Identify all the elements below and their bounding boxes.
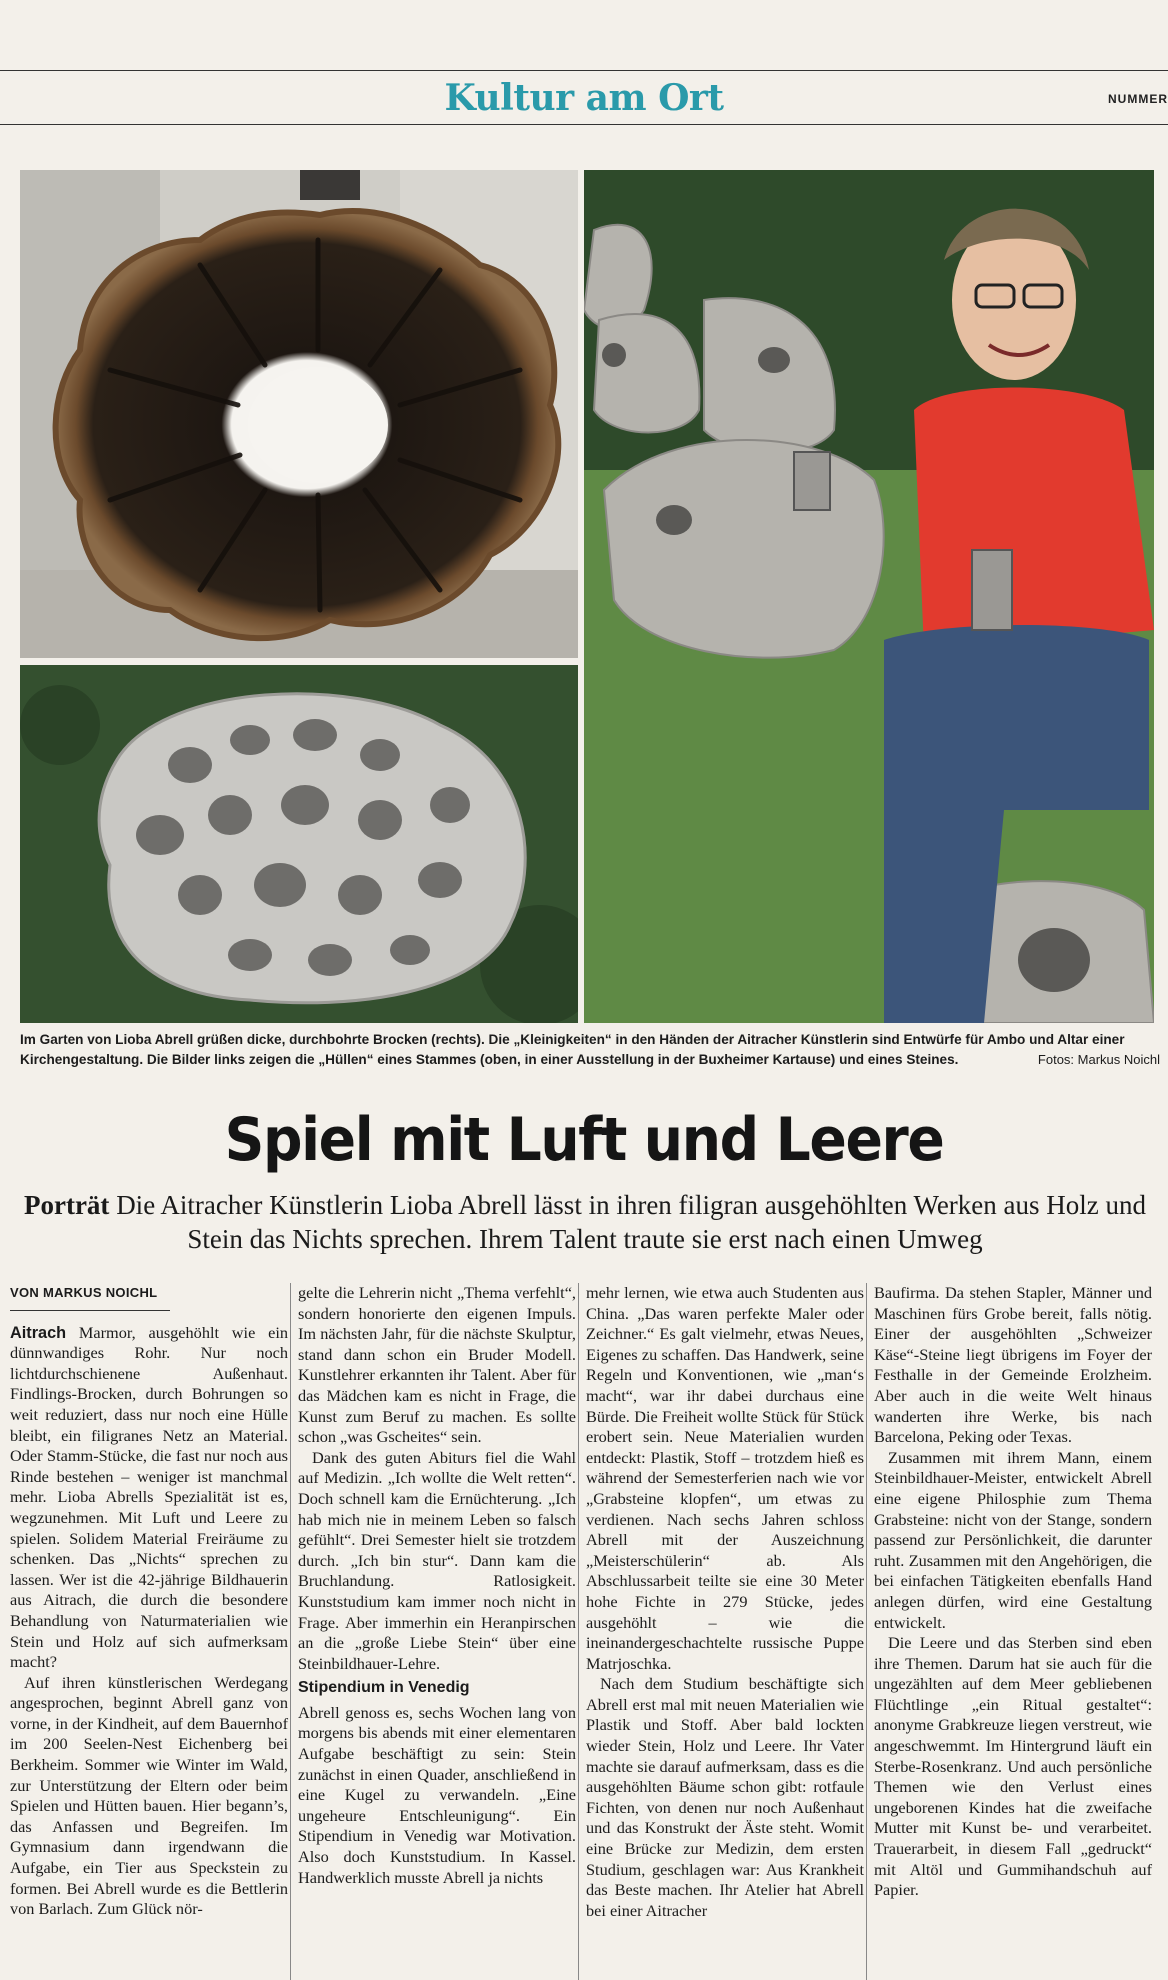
article-headline: Spiel mit Luft und Leere [224,1105,944,1175]
subheading: Stipendium in Venedig [298,1679,470,1697]
section-title: Kultur am Ort [444,77,724,119]
paragraph: gelte die Lehrerin nicht „Thema verfehlt“, sondern honorierte den eigenen Impuls. Im nächsten Jahr, für die nächste Skulptur, stand dann schon ein Bruder Modell. Kunstlehrer erkannten ihr Talent. Aber für das Mädchen kam es nicht in Frage, die Kunst zum Beruf zu machen. Es sollte schon „was Gscheites“ sein. [298,1283,576,1447]
paragraph [10,1323,288,1673]
paragraph: Auf ihren künstlerischen Werdegang angesprochen, beginnt Abrell ganz von vorne, in der Kindheit, auf dem Bauernhof im 200 Seelen-Nest Eichenberg bei Berkheim. Sommer wie Winter im Wald, zur Unterstützung der Eltern oder beim Spielen und Hütten bauen. Hier begann’s, das Anfassen und Begreifen. Im Gymnasium dann irgendwann die Aufgabe, ein Tier aus Speckstein zu formen. Bei Abrell wurde es die Bettlerin von Barlach. Zum Glück nör- [10,1672,288,1919]
paragraph: Zusammen mit ihrem Mann, einem Steinbildhauer-Meister, entwickelt Abrell eine eigene Philosphie zum Thema Grabsteine: nicht von der Stange, sondern passend zur Persönlichkeit, die darunter ruht. Zusammen mit den Angehörigen, die bei einfachen Tätigkeiten ebenfalls Hand anlegen dürfen, wird eine Gestaltung entwickelt. [874,1447,1152,1632]
article-column-1 [10,1283,288,1920]
hollow-trunk-illustration [20,170,578,658]
lead-tag: Porträt [23,1190,110,1220]
paragraph: mehr lernen, wie etwa auch Studenten aus China. „Das waren perfekte Maler oder Zeichner.“ Es galt vielmehr, etwas Neues, Eigenes zu schaffen. Das Handwerk, seine Regeln und Konventionen, wie „man‘s macht“, war ihr dabei durchaus eine Bürde. Die Freiheit wollte Stück für Stück erobert sein. Neue Materialien wurden entdeckt: Plastik, Stoff – trotzdem hieß es während der Semesterferien nach wie vor „Grabsteine klopfen“, um etwas zu verdienen. Nach sechs Jahren schloss Abrell mit der Auszeichnung „Meisterschülerin“ ab. Als Abschlussarbeit teilte sie eine 30 Meter hohe Fichte in 279 Stücke, jedes ausgehöhlt – wie die ineinandergeschachtelte russische Puppe Matrjoschka. [586,1283,864,1673]
header-rule-top [0,70,1168,71]
paragraph: Baufirma. Da stehen Stapler, Männer und Maschinen fürs Grobe bereit, falls nötig. Einer der ausgehöhlten „Schweizer Käse“-Steine liegt übrigens im Foyer der Festhalle in der Gemeinde Erolzheim. Aber auch in die weite Welt hinaus wanderten ihre Werke, bis nach Barcelona, Peking oder Texas. [874,1283,1152,1447]
paragraph-text: Marmor, ausgehöhlt wie ein dünnwandiges Rohr. Nur noch lichtdurchschienene Außenhaut. Findlings-Brocken, durch Bohrungen so weit reduziert, dass nur noch eine Hülle bleibt, ein filigranes Netz an Material. Oder Stamm-Stücke, die fast nur noch aus Rinde bestehen – weniger ist manchmal mehr. Lioba Abrells Spezialität ist es, wegzunehmen. Mit Luft und Leere zu spielen. Solidem Material Freiräume zu schenken. Das „Nichts“ sprechen zu lassen. Wer ist die 42-jährige Bildhauerin aus Aitrach, die durch die besondere Behandlung von Naturmaterialien wie Stein und Holz auf sich aufmerksam macht? [10,1322,288,1672]
byline: VON MARKUS NOICHL [10,1283,170,1311]
issue-label: NUMMER [1108,92,1168,106]
perforated-stone-illustration [20,665,578,1023]
column-rule [290,1283,291,1980]
dateline: Aitrach [10,1323,67,1342]
lead-text: Die Aitracher Künstlerin Lioba Abrell lässt in ihren filigran ausgehöhlten Werken aus Holz und Stein das Nichts sprechen. Ihrem Talent traute sie erst nach einen Umweg [116,1190,1146,1254]
column-rule [866,1283,867,1980]
photo-hollow-trunk [20,170,578,658]
article-column-3 [586,1283,864,1921]
article-column-2 [298,1283,576,1888]
column-rule [578,1283,579,1980]
artist-portrait-illustration [584,170,1154,1023]
paragraph: Dank des guten Abiturs fiel die Wahl auf Medizin. „Ich wollte die Welt retten“. Doch schnell kam die Ernüchterung. „Ich hab mich nie in meinem Leben so falsch gefühlt“. Drei Semester hielt sie trotzdem durch. „Ich bin stur“. Dann kam die Bruchlandung. Ratlosigkeit. Kunststudium kam immer noch nicht in Frage. Aber immerhin ein Heranpirschen an die „große Liebe Stein“ über eine Steinbildhauer-Lehre. [298,1447,576,1673]
photo-perforated-stone [20,665,578,1023]
photo-artist-portrait [584,170,1154,1023]
paragraph: Nach dem Studium beschäftigte sich Abrell erst mal mit neuen Materialien wie Plastik und Stoff. Aber bald lockten wieder Stein, Holz und Leere. Ihr Vater machte sie darauf aufmerksam, dass es die ausgehöhlten Bäume schon gibt: rotfaule Fichten, von denen nur noch Außenhaut und das Konstrukt der Äste steht. Womit eine Brücke zur Medizin, dem ersten Studium, geschlagen war: Aus Krankheit das Beste machen. Ihr Atelier hat Abrell bei einer Aitracher [586,1674,864,1920]
article-column-4 [874,1283,1152,1901]
header-rule-bottom [0,124,1168,125]
photo-credit: Fotos: Markus Noichl [1037,1052,1160,1067]
photo-caption [20,1030,1160,1070]
paragraph: Die Leere und das Sterben sind eben ihre Themen. Darum hat sie auch für die ungezählten auf dem Meer gebliebenen Flüchtlinge „ein Ritual gestaltet“: anonyme Grabkreuze liegen verstreut, wie angeschwemmt. Im Hintergrund läuft ein Sterbe-Rosenkranz. Und auch persönliche Themen wie den Verlust eines ungeborenen Kindes hat die zweifache Mutter mit Kunst be- und verarbeitet. Trauerarbeit, in diesem Fall „gedruckt“ mit Altöl und Gummihandschuh auf Papier. [874,1633,1152,1900]
caption-text: Im Garten von Lioba Abrell grüßen dicke, durchbohrte Brocken (rechts). Die „Kleinigkeiten“ in den Händen der Aitracher Künstlerin sind Entwürfe für Ambo und Altar einer Kirchengestaltung. Die Bilder links zeigen die „Hüllen“ eines Stammes (oben, in einer Ausstellung in der Buxheimer Kartause) und eines Steines. [20,1032,1125,1067]
paragraph: Abrell genoss es, sechs Wochen lang von morgens bis abends mit einer elementaren Aufgabe beschäftigt zu sein: Stein zunächst in einen Quader, anschließend in eine Kugel zu verwandeln. „Eine ungeheure Entschleunigung“. Ein Stipendium in Venedig war Motivation. Also doch Kunststudium. In Kassel. Handwerklich musste Abrell ja nichts [298,1702,576,1887]
article-lead [20,1188,1150,1256]
